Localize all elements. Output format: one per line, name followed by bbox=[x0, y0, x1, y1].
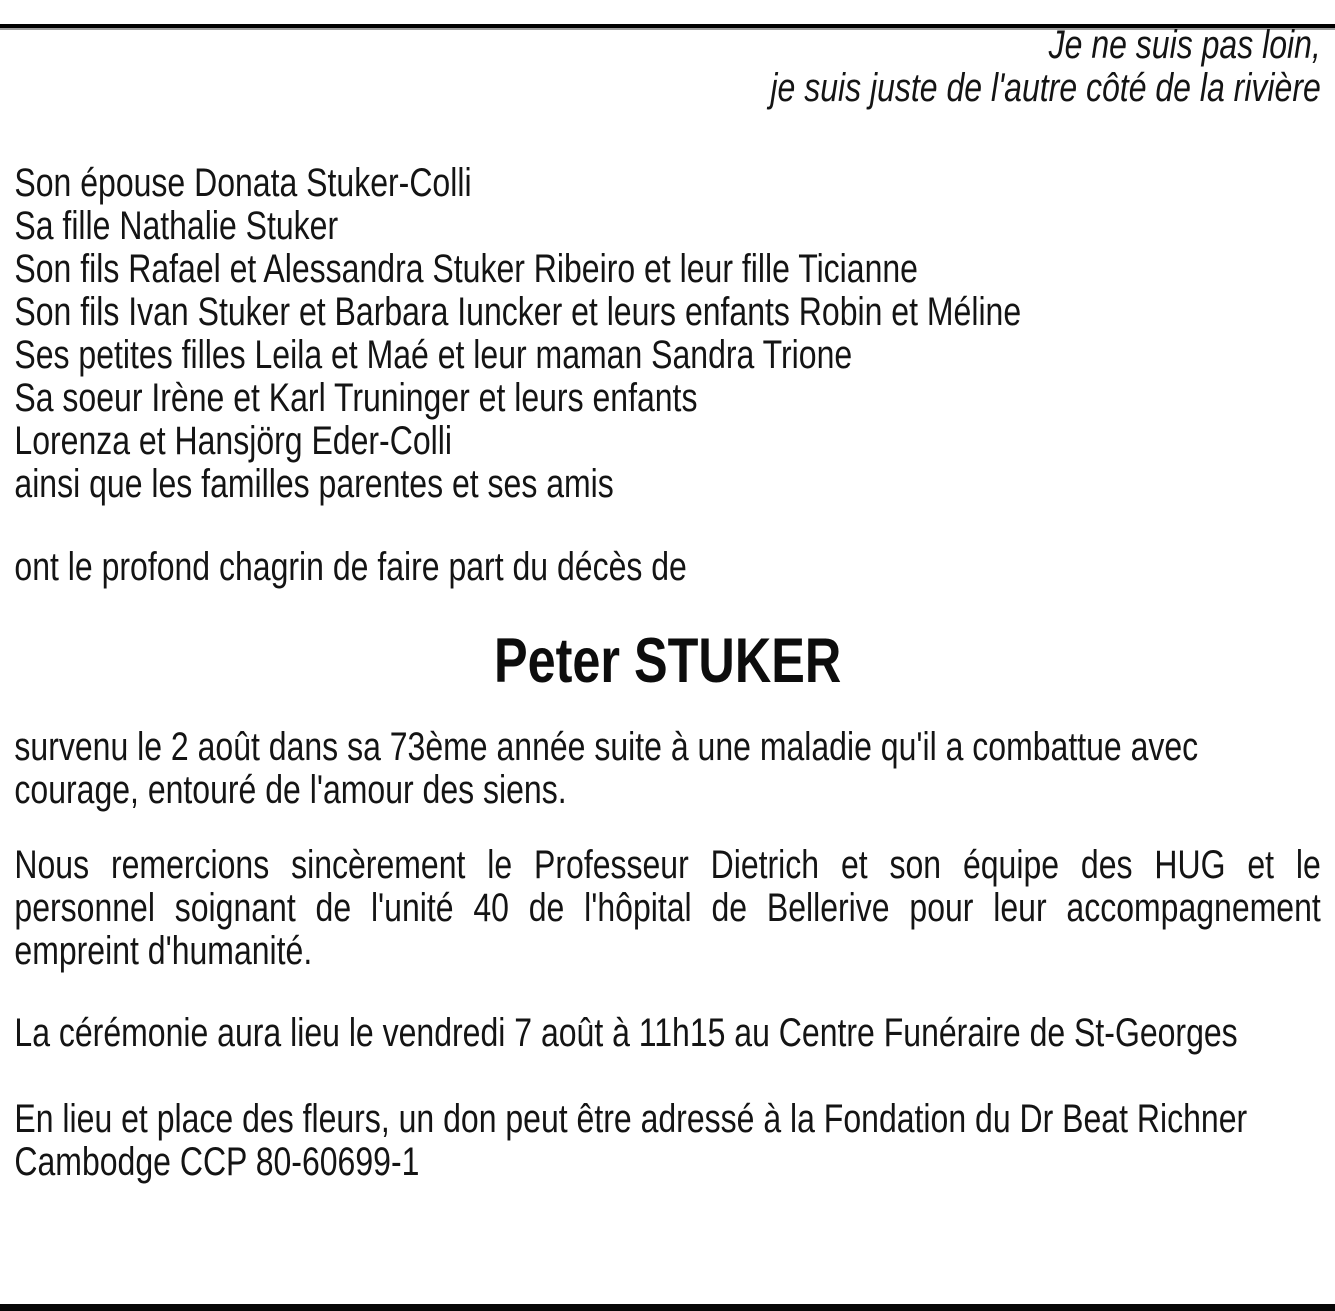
paragraph-line: personnel soignant de l'unité 40 de l'hôpital de Bellerive pour leur accompagnement bbox=[14, 886, 1321, 930]
paragraph-line: Cambodge CCP 80-60699-1 bbox=[14, 1140, 420, 1184]
paragraph-line: Nous remercions sincèrement le Professeur Dietrich et son équipe des HUG et le bbox=[14, 843, 1321, 887]
family-line-sister: Sa soeur Irène et Karl Truninger et leurs enfants bbox=[14, 376, 698, 420]
announcement-line: ont le profond chagrin de faire part du décès de bbox=[14, 545, 687, 589]
paragraph-death bbox=[14, 726, 1320, 812]
family-line-granddaughters: Ses petites filles Leila et Maé et leur maman Sandra Trione bbox=[14, 333, 853, 377]
notice-content bbox=[0, 24, 1335, 1184]
family-line-lorenza: Lorenza et Hansjörg Eder-Colli bbox=[14, 419, 452, 463]
paragraph-ceremony bbox=[14, 1012, 1320, 1055]
paragraph-line: empreint d'humanité. bbox=[14, 929, 313, 973]
family-line-daughter: Sa fille Nathalie Stuker bbox=[14, 204, 339, 248]
paragraph-line: survenu le 2 août dans sa 73ème année suite à une maladie qu'il a combattue avec bbox=[14, 725, 1199, 769]
family-line-spouse: Son épouse Donata Stuker-Colli bbox=[14, 161, 472, 205]
epigraph-quote bbox=[14, 24, 1320, 110]
deceased-name: Peter STUKER bbox=[493, 626, 842, 696]
family-line-son-rafael: Son fils Rafael et Alessandra Stuker Ribeiro et leur fille Ticianne bbox=[14, 247, 918, 291]
family-list bbox=[14, 162, 1320, 506]
epigraph-line: Je ne suis pas loin, bbox=[1048, 23, 1321, 67]
paragraph-donation bbox=[14, 1098, 1320, 1184]
paragraph-line: La cérémonie aura lieu le vendredi 7 août à 11h15 au Centre Funéraire de St-Georges bbox=[14, 1011, 1238, 1055]
family-line-son-ivan: Son fils Ivan Stuker et Barbara Iuncker et leurs enfants Robin et Méline bbox=[14, 290, 1022, 334]
epigraph-line: je suis juste de l'autre côté de la rivière bbox=[770, 66, 1321, 110]
paragraph-line: En lieu et place des fleurs, un don peut être adressé à la Fondation du Dr Beat Richner bbox=[14, 1097, 1248, 1141]
bottom-rule bbox=[0, 1304, 1335, 1311]
family-line-relatives: ainsi que les familles parentes et ses amis bbox=[14, 462, 614, 506]
paragraph-thanks bbox=[14, 844, 1320, 973]
paragraph-line: courage, entouré de l'amour des siens. bbox=[14, 768, 567, 812]
obituary-page bbox=[0, 24, 1335, 1184]
